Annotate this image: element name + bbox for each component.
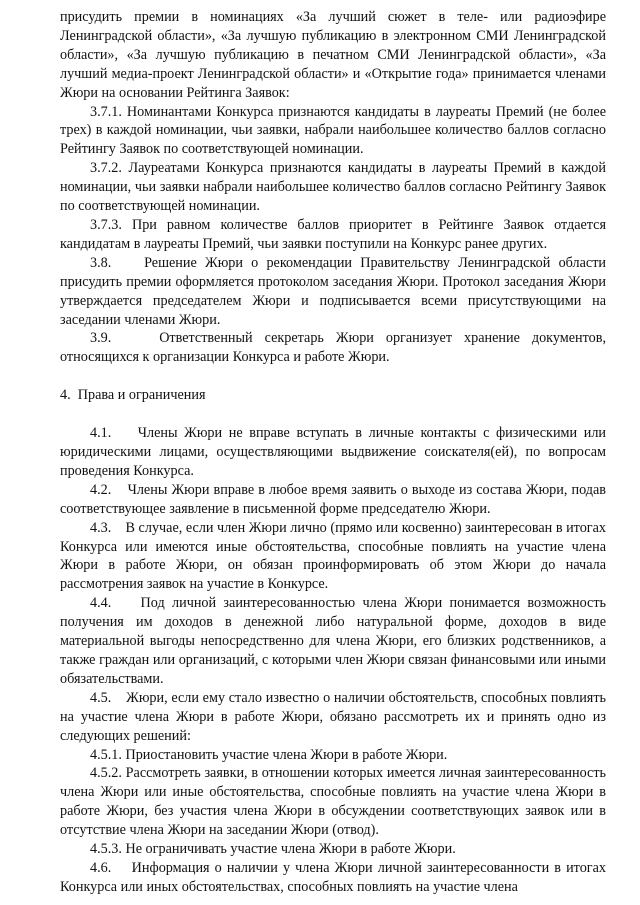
top-margin	[60, 0, 606, 8]
paragraph-4-3: 4.3. В случае, если член Жюри лично (прямо или косвенно) заинтересован в итогах Конкурса или имеются иные обстоятельства, способные повлиять на участие члена Жюри в работе Жюри, он обязан проинформировать об этом Жюри до начала рассмотрения заявок на участие в Конкурсе.	[60, 519, 610, 593]
paragraph-3-9: 3.9. Ответственный секретарь Жюри организует хранение документов, относящихся к организации Конкурса и работе Жюри.	[60, 330, 610, 366]
paragraph-4-5-1: 4.5.1. Приостановить участие члена Жюри в работе Жюри.	[90, 746, 448, 763]
paragraph-3-8: 3.8. Решение Жюри о рекомендации Правительству Ленинградской области присудить премии оформляется протоколом заседания Жюри. Протокол заседания Жюри утверждается председателем Жюри и подписывается всеми присутствующими на заседании членами Жюри.	[60, 254, 610, 328]
paragraph-4-5-3: 4.5.3. Не ограничивать участие члена Жюри в работе Жюри.	[90, 841, 456, 858]
paragraph-continuation: присудить премии в номинациях «За лучший сюжет в теле- или радиоэфире Ленинградской области», «За лучшую публикацию в электронном СМИ Ленинградской области», «За лучшую публикацию в печатном СМИ Ленинградской области», «За лучший медиа-проект Ленинградской области» и «Открытие года» принимается членами Жюри на основании Рейтинга Заявок:	[60, 9, 606, 101]
paragraph-4-2: 4.2. Члены Жюри вправе в любое время заявить о выходе из состава Жюри, подав соответствующее заявление в письменной форме председателю Жюри.	[60, 481, 610, 517]
paragraph-3-7-2: 3.7.2. Лауреатами Конкурса признаются кандидаты в лауреаты Премий в каждой номинации, чьи заявки набрали наибольшее количество баллов согласно Рейтингу Заявок по соответствующей номинации.	[60, 160, 606, 215]
paragraph-3-7-3: 3.7.3. При равном количестве баллов приоритет в Рейтинге Заявок отдается кандидатам в лауреаты Премий, чьи заявки поступили на Конкурс ранее других.	[60, 216, 606, 252]
paragraph-4-6: 4.6. Информация о наличии у члена Жюри личной заинтересованности в итогах Конкурса или иных обстоятельствах, способных повлиять на участие члена	[60, 859, 610, 895]
paragraph-3-7-1: 3.7.1. Номинантами Конкурса признаются кандидаты в лауреаты Премий (не более трех) в каждой номинации, чьи заявки, набрали наибольшее количество баллов согласно Рейтингу Заявок по соответствующей номинации.	[60, 103, 606, 158]
paragraph-4-4: 4.4. Под личной заинтересованностью члена Жюри понимается возможность получения им доходов в денежной либо натуральной форме, доходов в виде материальной выгоды непосредственно для члена Жюри, его близких родственников, а также граждан или организаций, с которыми член Жюри связан финансовыми или иными обязательствами.	[60, 595, 610, 687]
paragraph-4-5-2: 4.5.2. Рассмотреть заявки, в отношении которых имеется личная заинтересованность члена Жюри или иные обстоятельства, способные повлиять на участие члена Жюри в работе Жюри, без участия члена Жюри в обсуждении соответствующих заявок или в отсутствие члена Жюри на заседании Жюри (отвод).	[60, 765, 606, 839]
paragraph-4-1: 4.1. Члены Жюри не вправе вступать в личные контакты с физическими или юридическими лицами, осуществляющими выдвижение соискателя(ей), по вопросам проведения Конкурса.	[60, 425, 610, 479]
section-heading: 4. Права и ограничения	[60, 387, 206, 404]
paragraph-4-5: 4.5. Жюри, если ему стало известно о наличии обстоятельств, способных повлиять на участие члена Жюри в работе Жюри, обязано рассмотреть их и принять одно из следующих решений:	[60, 689, 610, 744]
document-page	[60, 0, 610, 897]
